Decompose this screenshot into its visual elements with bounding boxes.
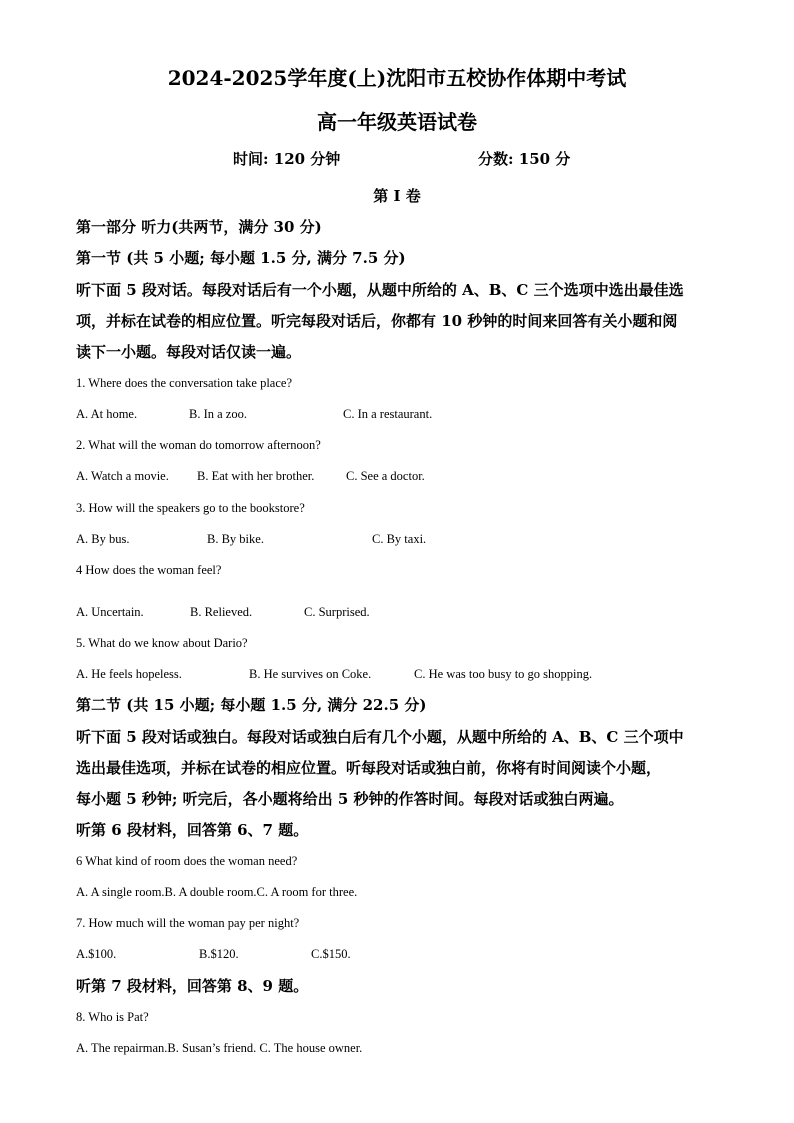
question-2-option-a: A. Watch a movie. [76,469,169,483]
question-8-options: A. The repairman.B. Susan’s friend. C. The house owner. [76,1041,363,1055]
section1-instruction-line: 读下一小题。每段对话仅读一遍。 [76,343,302,361]
exam-title: 2024-2025学年度(上)沈阳市五校协作体期中考试 [167,66,627,90]
question-4-option-c: C. Surprised. [304,605,370,619]
section2-instruction-line: 听下面 5 段对话或独白。每段对话或独白后有几个小题，从题中所给的 A、B、C 三个项中 [76,728,684,746]
question-8: 8. Who is Pat? [76,1010,149,1024]
section1-instruction-line: 项，并标在试卷的相应位置。听完每段对话后，你都有 10 秒钟的时间来回答有关小题和阅 [76,312,678,330]
question-1: 1. Where does the conversation take place? [76,376,292,390]
question-1-option-b: B. In a zoo. [189,407,247,421]
question-4-option-a: A. Uncertain. [76,605,144,619]
question-5-option-c: C. He was too busy to go shopping. [414,667,593,681]
question-6: 6 What kind of room does the woman need? [76,854,298,868]
question-3: 3. How will the speakers go to the bookstore? [76,501,305,515]
question-7-option-c: C.$150. [311,947,351,961]
question-7-option-a: A.$100. [76,947,117,961]
exam-subtitle: 高一年级英语试卷 [317,110,477,134]
question-3-option-a: A. By bus. [76,532,130,546]
material-7-heading: 听第 7 段材料，回答第 8、9 题。 [76,977,309,995]
question-6-options: A. A single room.B. A double room.C. A room for three. [76,885,358,899]
part1-heading: 第一部分 听力(共两节，满分 30 分) [76,218,322,236]
question-7-option-b: B.$120. [199,947,239,961]
section1-instruction-line: 听下面 5 段对话。每段对话后有一个小题，从题中所给的 A、B、C 三个选项中选出最佳选 [76,281,684,299]
question-2: 2. What will the woman do tomorrow afternoon? [76,438,321,452]
question-5: 5. What do we know about Dario? [76,636,248,650]
material-6-heading: 听第 6 段材料，回答第 6、7 题。 [76,821,309,839]
question-1-option-c: C. In a restaurant. [343,407,433,421]
section2-instruction-line: 选出最佳选项，并标在试卷的相应位置。听每段对话或独白前，你将有时间阅读个小题， [76,759,662,777]
question-5-option-a: A. He feels hopeless. [76,667,182,681]
time-limit: 时间: 120 分钟 [233,150,341,168]
question-7: 7. How much will the woman pay per night? [76,916,300,930]
section2-instruction-line: 每小题 5 秒钟; 听完后，各小题将给出 5 秒钟的作答时间。每段对话或独白两遍。 [76,790,624,808]
total-score: 分数: 150 分 [478,150,571,168]
question-2-option-c: C. See a doctor. [346,469,425,483]
question-3-option-c: C. By taxi. [372,532,427,546]
question-5-option-b: B. He survives on Coke. [249,667,372,681]
volume-label: 第 I 卷 [373,187,421,205]
section1-heading: 第一节 (共 5 小题; 每小题 1.5 分, 满分 7.5 分) [76,249,406,267]
question-4: 4 How does the woman feel? [76,563,222,577]
question-1-option-a: A. At home. [76,407,138,421]
question-3-option-b: B. By bike. [207,532,264,546]
section2-heading: 第二节 (共 15 小题; 每小题 1.5 分, 满分 22.5 分) [76,696,427,714]
question-4-option-b: B. Relieved. [190,605,253,619]
question-2-option-b: B. Eat with her brother. [197,469,315,483]
